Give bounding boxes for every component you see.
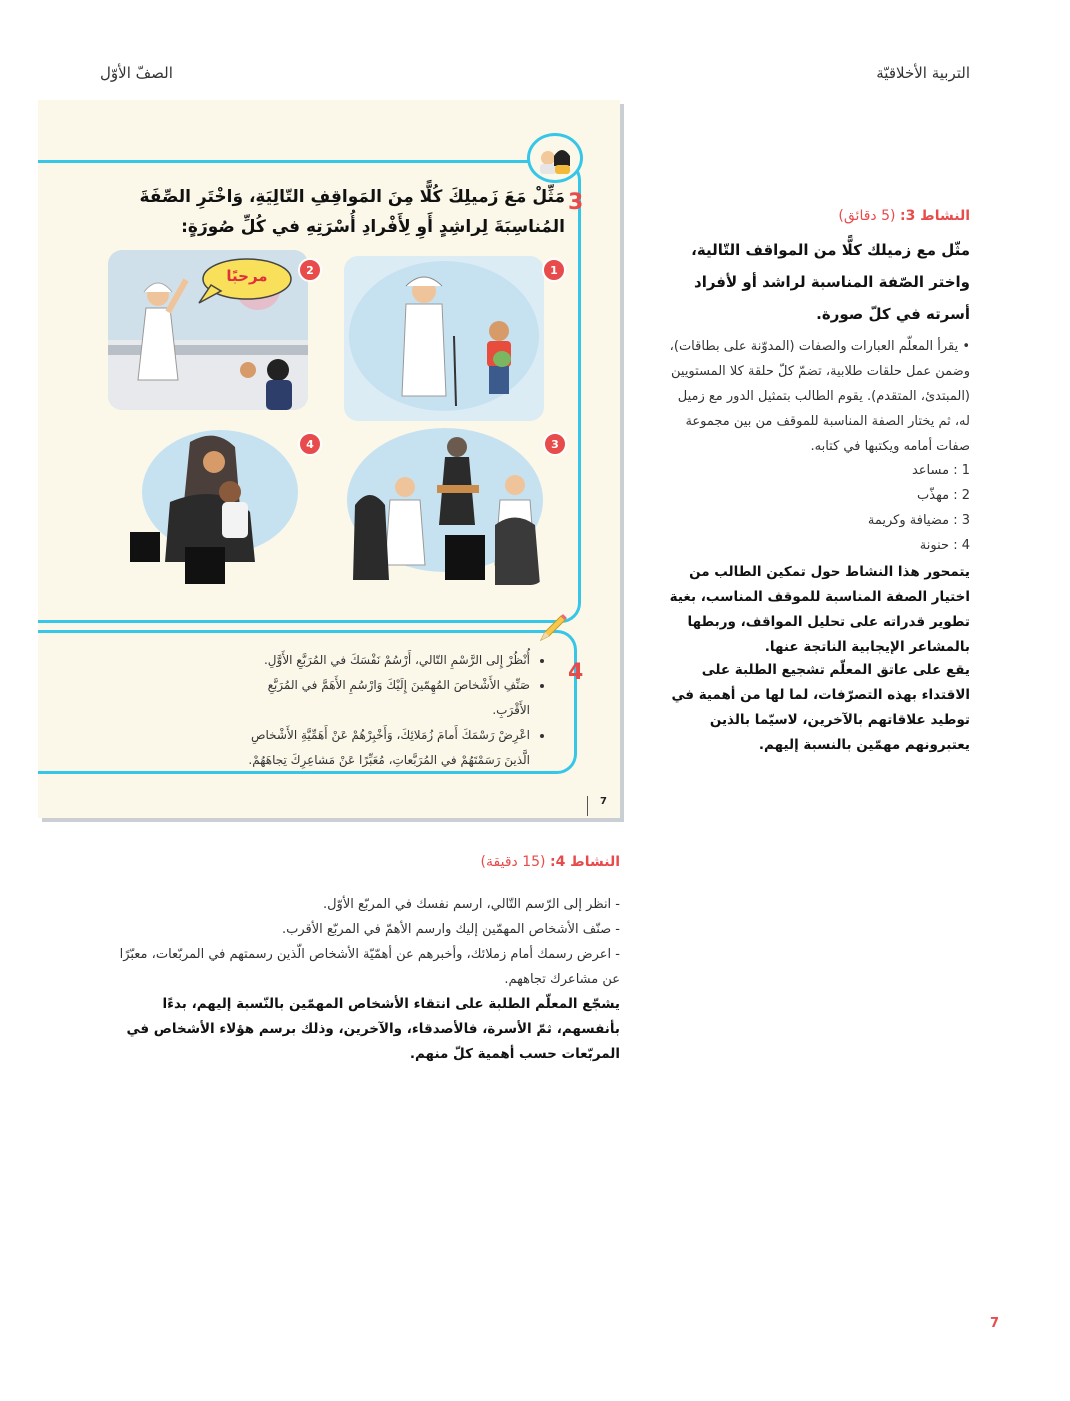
activity4-line: - انظر إلى الرّسم التّالي، ارسم نفسك في المربّع الأوّل. [322, 897, 620, 912]
pencil-icon [535, 612, 569, 646]
badge-2: 2 [298, 258, 322, 282]
activity4-bullet: • اعْرِضْ رَسْمَكَ أَمامَ زُمَلائِكَ، وَأَخْبِرْهُمْ عَنْ أَهَمِّيَّةِ الأَشْخاصِ الَّذينَ رَسَمْتَهُمْ في المُرَبَّعاتِ، مُعَبِّرًا عَنْ مَشاعِرِكَ تِجاهَهُمْ. [240, 723, 530, 773]
activity3-procedure: • يقرأ المعلّم العبارات والصفات (المدوّنة على بطاقات)، وضمن عمل حلقات طلابية، تضمّ كلّ حلقة كلا المستويين (المبتدئ، المتقدم). يقوم الطالب بتمثيل الدور مع زميل له، ثم يختار الصفة المناسبة للموقف من بين مجموعة صفات أمامه ويكتبها في كتابه. [669, 339, 970, 454]
answer-item: 1 : مساعد [911, 463, 970, 478]
activity3-paragraph-2: يقع على عاتق المعلّم تشجيع الطلبة على الاقتداء بهذه التصرّفات، لما لها من أهمية في توطيد علاقاتهم بالآخرين، لاسيّما بالذين يعتبرونهم مهمّين بالنسبة إليهم. [671, 662, 970, 753]
illustration-3 [345, 425, 545, 585]
activity4-heading [320, 854, 620, 870]
activity3-instruction: مَثِّلْ مَعَ زَميلِكَ كُلًّا مِنَ المَواقِفِ التّالِيَةِ، وَاخْتَرِ الصِّفَةَ المُناسِبَةَ لِراشِدٍ أَوِ لِأَفْرادِ أُسْرَتِهِ في كُلِّ صُورَةٍ: [139, 187, 565, 237]
activity3-answers [770, 458, 970, 558]
activity4-bullet: • صَنِّفِ الأَشْخاصَ المُهِمّينَ إِلَيْكَ وَارْسُمِ الأَهَمَّ في المُرَبَّعِ الأَقْرَبِ. [240, 673, 530, 723]
activity4-number: 4 [568, 660, 584, 685]
illustration-4 [130, 422, 300, 584]
illustration-1 [344, 256, 544, 421]
activity3-paragraph-1: يتمحور هذا النشاط حول تمكين الطالب من اختيار الصفة المناسبة للموقف المناسب، بغية تطوير قدراته على تحليل المواقف، وربطها بالمشاعر الإيجابية الناتجة عنها. [669, 564, 970, 655]
activity4-line: - صنّف الأشخاص المهمّين إليك وارسم الأهمّ في المربّع الأقرب. [281, 922, 620, 937]
badge-4: 4 [298, 432, 322, 456]
student-page-number: 7 [600, 796, 607, 807]
page-divider [587, 796, 588, 816]
activity4-bullet: • أُنْظُرْ إِلى الرَّسْمِ التّالي، أَرْسُمْ نَفْسَكَ في المُرَبَّعِ الأَوَّلِ. [240, 648, 530, 673]
activity3-label: النشاط 3: [899, 208, 970, 224]
activity4-line: - اعرض رسمك أمام زملائك، وأخبرهم عن أهمّيّة الأشخاص الّذين رسمتهم في المربّعات، معبّرًا عن مشاعرك تجاههم. [119, 947, 620, 987]
activity4-lines [105, 892, 620, 992]
page-number: 7 [990, 1316, 1000, 1331]
subject-title: التربية الأخلاقيّة [876, 64, 970, 82]
activity4-paragraph: يشجّع المعلّم الطلبة على انتقاء الأشخاص المهمّين بالنّسبة إليهم، بدءًا بأنفسهم، ثمّ الأسرة، فالأصدقاء، والآخرين، وذلك برسم هؤلاء الأشخاص في المربّعات حسب أهمية كلّ منهم. [126, 996, 620, 1062]
answer-item: 2 : مهذّب [917, 488, 970, 503]
speech-bubble [195, 255, 293, 307]
activity3-teacher-instruction: مثّل مع زميلك كلًّا من المواقف التّالية، واختر الصّفة المناسبة لراشد أو لأفراد أسرته في كلّ صورة. [691, 241, 970, 323]
activity3-number: 3 [568, 190, 584, 215]
grade-title: الصفّ الأوّل [100, 64, 173, 82]
activity4-bullets [240, 648, 546, 773]
answer-item: 3 : مضيافة وكريمة [867, 513, 970, 528]
speech-bubble-text: مرحبًا [226, 267, 268, 285]
activity4-label: النشاط 4: [549, 854, 620, 870]
activity3-duration: (5 دقائق) [838, 208, 896, 224]
activity4-duration: (15 دقيقة) [480, 854, 546, 870]
badge-3: 3 [543, 432, 567, 456]
activity3-heading [650, 208, 970, 224]
pair-icon [527, 133, 583, 183]
badge-1: 1 [542, 258, 566, 282]
answer-item: 4 : حنونة [919, 538, 970, 553]
